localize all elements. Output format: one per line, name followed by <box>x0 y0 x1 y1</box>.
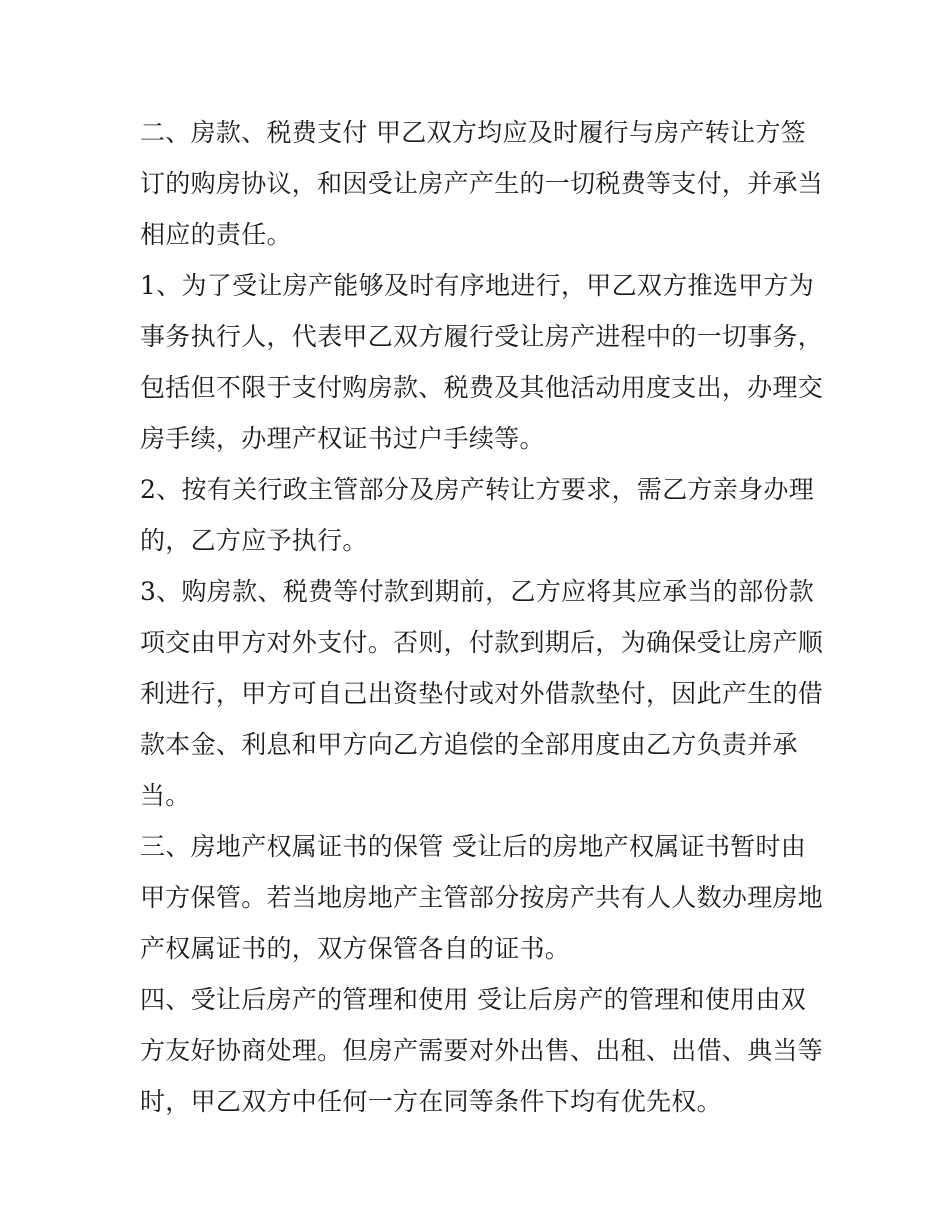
text-line: 方友好协商处理。但房产需要对外出售、出租、出借、典当等 <box>140 1036 824 1065</box>
text-line: 3、购房款、税费等付款到期前，乙方应将其应承当的部份款 <box>140 577 815 606</box>
text-line: 相应的责任。 <box>140 220 292 249</box>
text-line: 产权属证书的，双方保管各自的证书。 <box>140 934 571 963</box>
text-line: 三、房地产权属证书的保管 受让后的房地产权属证书暂时由 <box>140 832 807 861</box>
text-line: 订的购房协议，和因受让房产产生的一切税费等支付，并承当 <box>140 169 824 198</box>
text-line: 2、按有关行政主管部分及房产转让方要求，需乙方亲身办理 <box>140 475 815 504</box>
paragraph-property-management-and-use <box>140 974 824 1127</box>
paragraph-item-2-personal-handling <box>140 464 820 566</box>
text-line: 包括但不限于支付购房款、税费及其他活动用度支出，办理交 <box>140 373 824 402</box>
paragraph-payment-of-funds-and-taxes <box>140 107 824 260</box>
text-line: 利进行，甲方可自己出资垫付或对外借款垫付，因此产生的借 <box>140 679 824 708</box>
text-line: 二、房款、税费支付 甲乙双方均应及时履行与房产转让方签 <box>140 118 807 147</box>
text-line: 项交由甲方对外支付。否则，付款到期后，为确保受让房产顺 <box>140 628 824 657</box>
text-line: 事务执行人，代表甲乙双方履行受让房产进程中的一切事务， <box>140 322 824 351</box>
text-line: 四、受让后房产的管理和使用 受让后房产的管理和使用由双 <box>140 985 807 1014</box>
text-line: 甲方保管。若当地房地产主管部分按房产共有人人数办理房地 <box>140 883 824 912</box>
text-line: 房手续，办理产权证书过户手续等。 <box>140 424 545 453</box>
text-line: 时，甲乙双方中任何一方在同等条件下均有优先权。 <box>140 1087 722 1116</box>
paragraph-item-1-executor <box>140 260 824 464</box>
text-line: 款本金、利息和甲方向乙方追偿的全部用度由乙方负责并承 <box>140 730 798 759</box>
text-line: 的，乙方应予执行。 <box>140 526 368 555</box>
paragraph-item-3-payment-deadline <box>140 566 824 821</box>
document-body <box>140 107 824 1127</box>
paragraph-certificate-custody <box>140 821 824 974</box>
text-line: 当。 <box>140 781 191 810</box>
text-line: 1、为了受让房产能够及时有序地进行，甲乙双方推选甲方为 <box>140 271 815 300</box>
